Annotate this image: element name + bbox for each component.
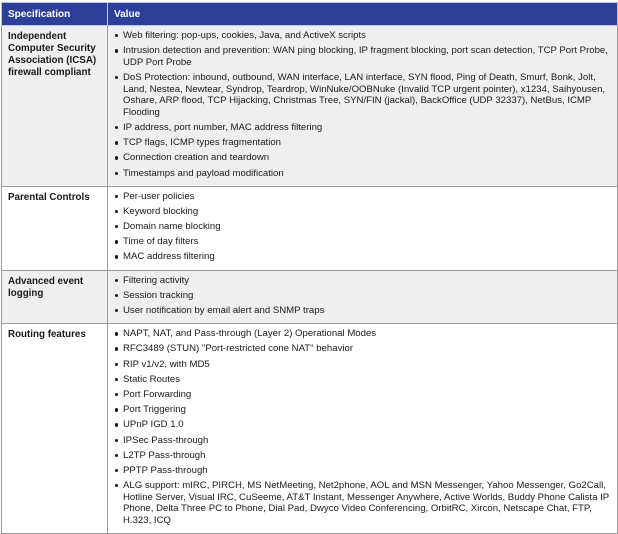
- table-row-parental-controls: [2, 186, 618, 270]
- list-item: Web filtering: pop-ups, cookies, Java, and ActiveX scripts: [114, 30, 611, 42]
- spec-value-cell: [108, 270, 618, 324]
- value-list: [114, 275, 611, 317]
- spec-name-cell: Parental Controls: [2, 186, 108, 270]
- spec-value-cell: [108, 186, 618, 270]
- list-item: Session tracking: [114, 290, 611, 302]
- list-item: Port Triggering: [114, 404, 611, 416]
- list-item: User notification by email alert and SNMP traps: [114, 305, 611, 317]
- list-item: ALG support: mIRC, PIRCH, MS NetMeeting, Net2phone, AOL and MSN Messenger, Yahoo Messenger, Go2Call, Hotline Server, Visual IRC, CuSeeme, AT&T Instant, Messenger Anywhere, Active Worlds, Buddy Phone Calista IP Phone, Delta Three PC to Phone, Dial Pad, Dwyco Video Conferencing, OrbitRC, Xircon, Netscape Chat, FTP, H.323, ICQ: [114, 480, 611, 526]
- list-item: MAC address filtering: [114, 251, 611, 263]
- value-list: [114, 30, 611, 179]
- column-header-specification: Specification: [2, 3, 108, 26]
- spec-value-cell: [108, 26, 618, 187]
- list-item: L2TP Pass-through: [114, 450, 611, 462]
- column-header-value: Value: [108, 3, 618, 26]
- list-item: RIP v1/v2, with MD5: [114, 359, 611, 371]
- value-list: [114, 191, 611, 263]
- list-item: NAPT, NAT, and Pass-through (Layer 2) Operational Modes: [114, 328, 611, 340]
- list-item: Time of day filters: [114, 236, 611, 248]
- spec-name-cell: Independent Computer Security Association (ICSA) firewall compliant: [2, 26, 108, 187]
- table-header-row: [2, 3, 618, 26]
- list-item: Timestamps and payload modification: [114, 168, 611, 180]
- table-row-advanced-event-logging: [2, 270, 618, 324]
- list-item: PPTP Pass-through: [114, 465, 611, 477]
- table-row-routing-features: [2, 324, 618, 534]
- list-item: Static Routes: [114, 374, 611, 386]
- list-item: IPSec Pass-through: [114, 435, 611, 447]
- list-item: Per-user policies: [114, 191, 611, 203]
- list-item: RFC3489 (STUN) "Port-restricted cone NAT" behavior: [114, 343, 611, 355]
- spec-name-cell: Routing features: [2, 324, 108, 534]
- list-item: Domain name blocking: [114, 221, 611, 233]
- table-row-icsa: [2, 26, 618, 187]
- spec-name-cell: Advanced event logging: [2, 270, 108, 324]
- list-item: DoS Protection: inbound, outbound, WAN interface, LAN interface, SYN flood, Ping of Death, Smurf, Bonk, Jolt, Land, Nestea, Newtear, Syndrop, Teardrop, WinNuke/OOBNuke (Invalid TCP urgent pointer), x1234, Saihyousen, Oshare, ARP flood, TCP Hijacking, Christmas Tree, SYN/FIN (jackal), BackOffice (UDP 32337), NetBus, ICMP Flooding: [114, 72, 611, 118]
- list-item: Port Forwarding: [114, 389, 611, 401]
- list-item: Connection creation and teardown: [114, 152, 611, 164]
- list-item: Keyword blocking: [114, 206, 611, 218]
- list-item: Intrusion detection and prevention: WAN ping blocking, IP fragment blocking, port scan detection, TCP Port Probe, UDP Port Probe: [114, 45, 611, 68]
- spec-value-cell: [108, 324, 618, 534]
- list-item: IP address, port number, MAC address filtering: [114, 122, 611, 134]
- list-item: TCP flags, ICMP types fragmentation: [114, 137, 611, 149]
- value-list: [114, 328, 611, 526]
- list-item: UPnP IGD 1.0: [114, 419, 611, 431]
- list-item: Filtering activity: [114, 275, 611, 287]
- specification-table: [1, 2, 618, 534]
